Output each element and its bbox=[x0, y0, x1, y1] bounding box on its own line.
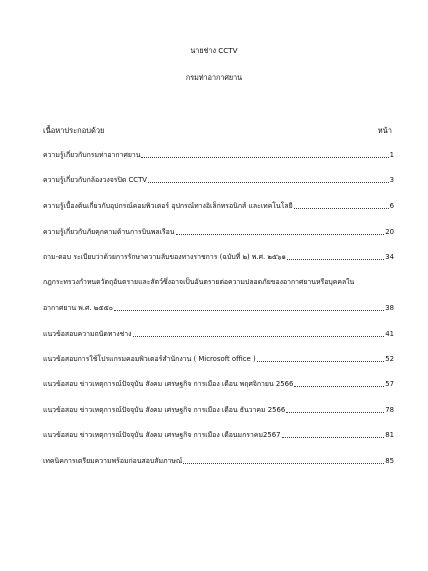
toc-entry-label: แนวข้อสอบ ข่าวเหตุการณ์ปัจจุบัน สังคม เศรษฐกิจ การเมือง เดือน พฤศจิกายน 2566 bbox=[43, 380, 294, 388]
toc-entry[interactable] bbox=[43, 430, 394, 440]
toc-heading: เนื้อหาประกอบด้วย bbox=[43, 126, 105, 135]
toc-entry-label: ถาม-ตอบ ระเบียบว่าด้วยการรักษาความลับของทางราชการ (ฉบับที่ ๒) พ.ศ. ๒๕๖๑ bbox=[43, 253, 286, 261]
leader-dots bbox=[114, 309, 384, 311]
toc-entry[interactable] bbox=[43, 150, 394, 160]
toc-entry-label: แนวข้อสอบ ข่าวเหตุการณ์ปัจจุบัน สังคม เศรษฐกิจ การเมือง เดือนมกราคม2567 bbox=[43, 431, 281, 439]
leader-dots bbox=[287, 258, 384, 260]
leader-dots bbox=[141, 156, 388, 158]
toc-entry-label: แนวข้อสอบ ข่าวเหตุการณ์ปัจจุบัน สังคม เศรษฐกิจ การเมือง เดือน ธันวาคม 2566 bbox=[43, 406, 286, 414]
toc-entry-page: 85 bbox=[385, 457, 394, 465]
toc-entry[interactable] bbox=[43, 405, 394, 415]
toc-entry-label: ความรู้เกี่ยวกับกล้องวงจรปิด CCTV bbox=[43, 176, 148, 184]
toc-entry-page: 1 bbox=[389, 151, 394, 159]
toc-entry-page: 34 bbox=[385, 253, 394, 261]
toc-entry-page: 57 bbox=[385, 380, 394, 388]
toc-entry-label: เทคนิคการเตรียมความพร้อมก่อนสอบสัมภาษณ์ bbox=[43, 457, 183, 465]
toc-entry-page: 81 bbox=[385, 431, 394, 439]
toc-entry-page: 3 bbox=[389, 176, 394, 184]
leader-dots bbox=[148, 181, 389, 183]
document-title: นายช่าง CCTV bbox=[190, 46, 238, 55]
toc-entry-label-line1[interactable]: กฎกระทรวงกำหนดวัตถุอันตรายและสัตว์ซึ่งอาจเป็นอันตรายต่อความปลอดภัยของอากาศยานหรือบุคคลใน bbox=[43, 278, 355, 286]
toc-entry[interactable] bbox=[43, 354, 394, 364]
toc-entry-page: 20 bbox=[385, 228, 394, 236]
toc-entry-label: อากาศยาน พ.ศ. ๒๕๕๐ bbox=[43, 304, 113, 312]
leader-dots bbox=[286, 411, 384, 413]
toc-entry-label: ความรู้เกี่ยวกับกรมท่าอากาศยาน bbox=[43, 151, 141, 159]
page-column-label: หน้า bbox=[377, 126, 392, 135]
toc-entry-label: แนวข้อสอบความถนัดทางช่าง bbox=[43, 330, 132, 338]
leader-dots bbox=[257, 360, 385, 362]
toc-entry[interactable] bbox=[43, 175, 394, 185]
toc-entry[interactable] bbox=[43, 303, 394, 313]
toc-entry-page: 6 bbox=[389, 202, 394, 210]
document-subtitle: กรมท่าอากาศยาน bbox=[185, 73, 243, 82]
leader-dots bbox=[133, 335, 385, 337]
toc-entry[interactable] bbox=[43, 252, 394, 262]
leader-dots bbox=[183, 462, 384, 464]
toc-entry-page: 41 bbox=[385, 330, 394, 338]
toc-entry-label: แนวข้อสอบการใช้โปรแกรมคอมพิวเตอร์สำนักงาน ( Microsoft office ) bbox=[43, 355, 256, 363]
toc-entry-page: 78 bbox=[385, 406, 394, 414]
toc-entry-page: 38 bbox=[385, 304, 394, 312]
toc-entry[interactable] bbox=[43, 379, 394, 389]
toc-entry[interactable] bbox=[43, 201, 394, 211]
toc-entry-label: ความรู้เบื้องต้นเกี่ยวกับอุปกรณ์คอมพิวเตอร์ อุปกรณ์ทางอิเล็กทรอนิกส์ และเทคโนโลยี bbox=[43, 202, 293, 210]
leader-dots bbox=[176, 233, 385, 235]
toc-entry[interactable] bbox=[43, 456, 394, 466]
leader-dots bbox=[294, 385, 384, 387]
toc-entry-page: 52 bbox=[385, 355, 394, 363]
leader-dots bbox=[294, 207, 389, 209]
toc-entry[interactable] bbox=[43, 329, 394, 339]
leader-dots bbox=[282, 436, 385, 438]
toc-entry-label: ความรู้เกี่ยวกับภัยคุกคามด้านการบินพลเรือน bbox=[43, 228, 175, 236]
toc-entry[interactable] bbox=[43, 227, 394, 237]
